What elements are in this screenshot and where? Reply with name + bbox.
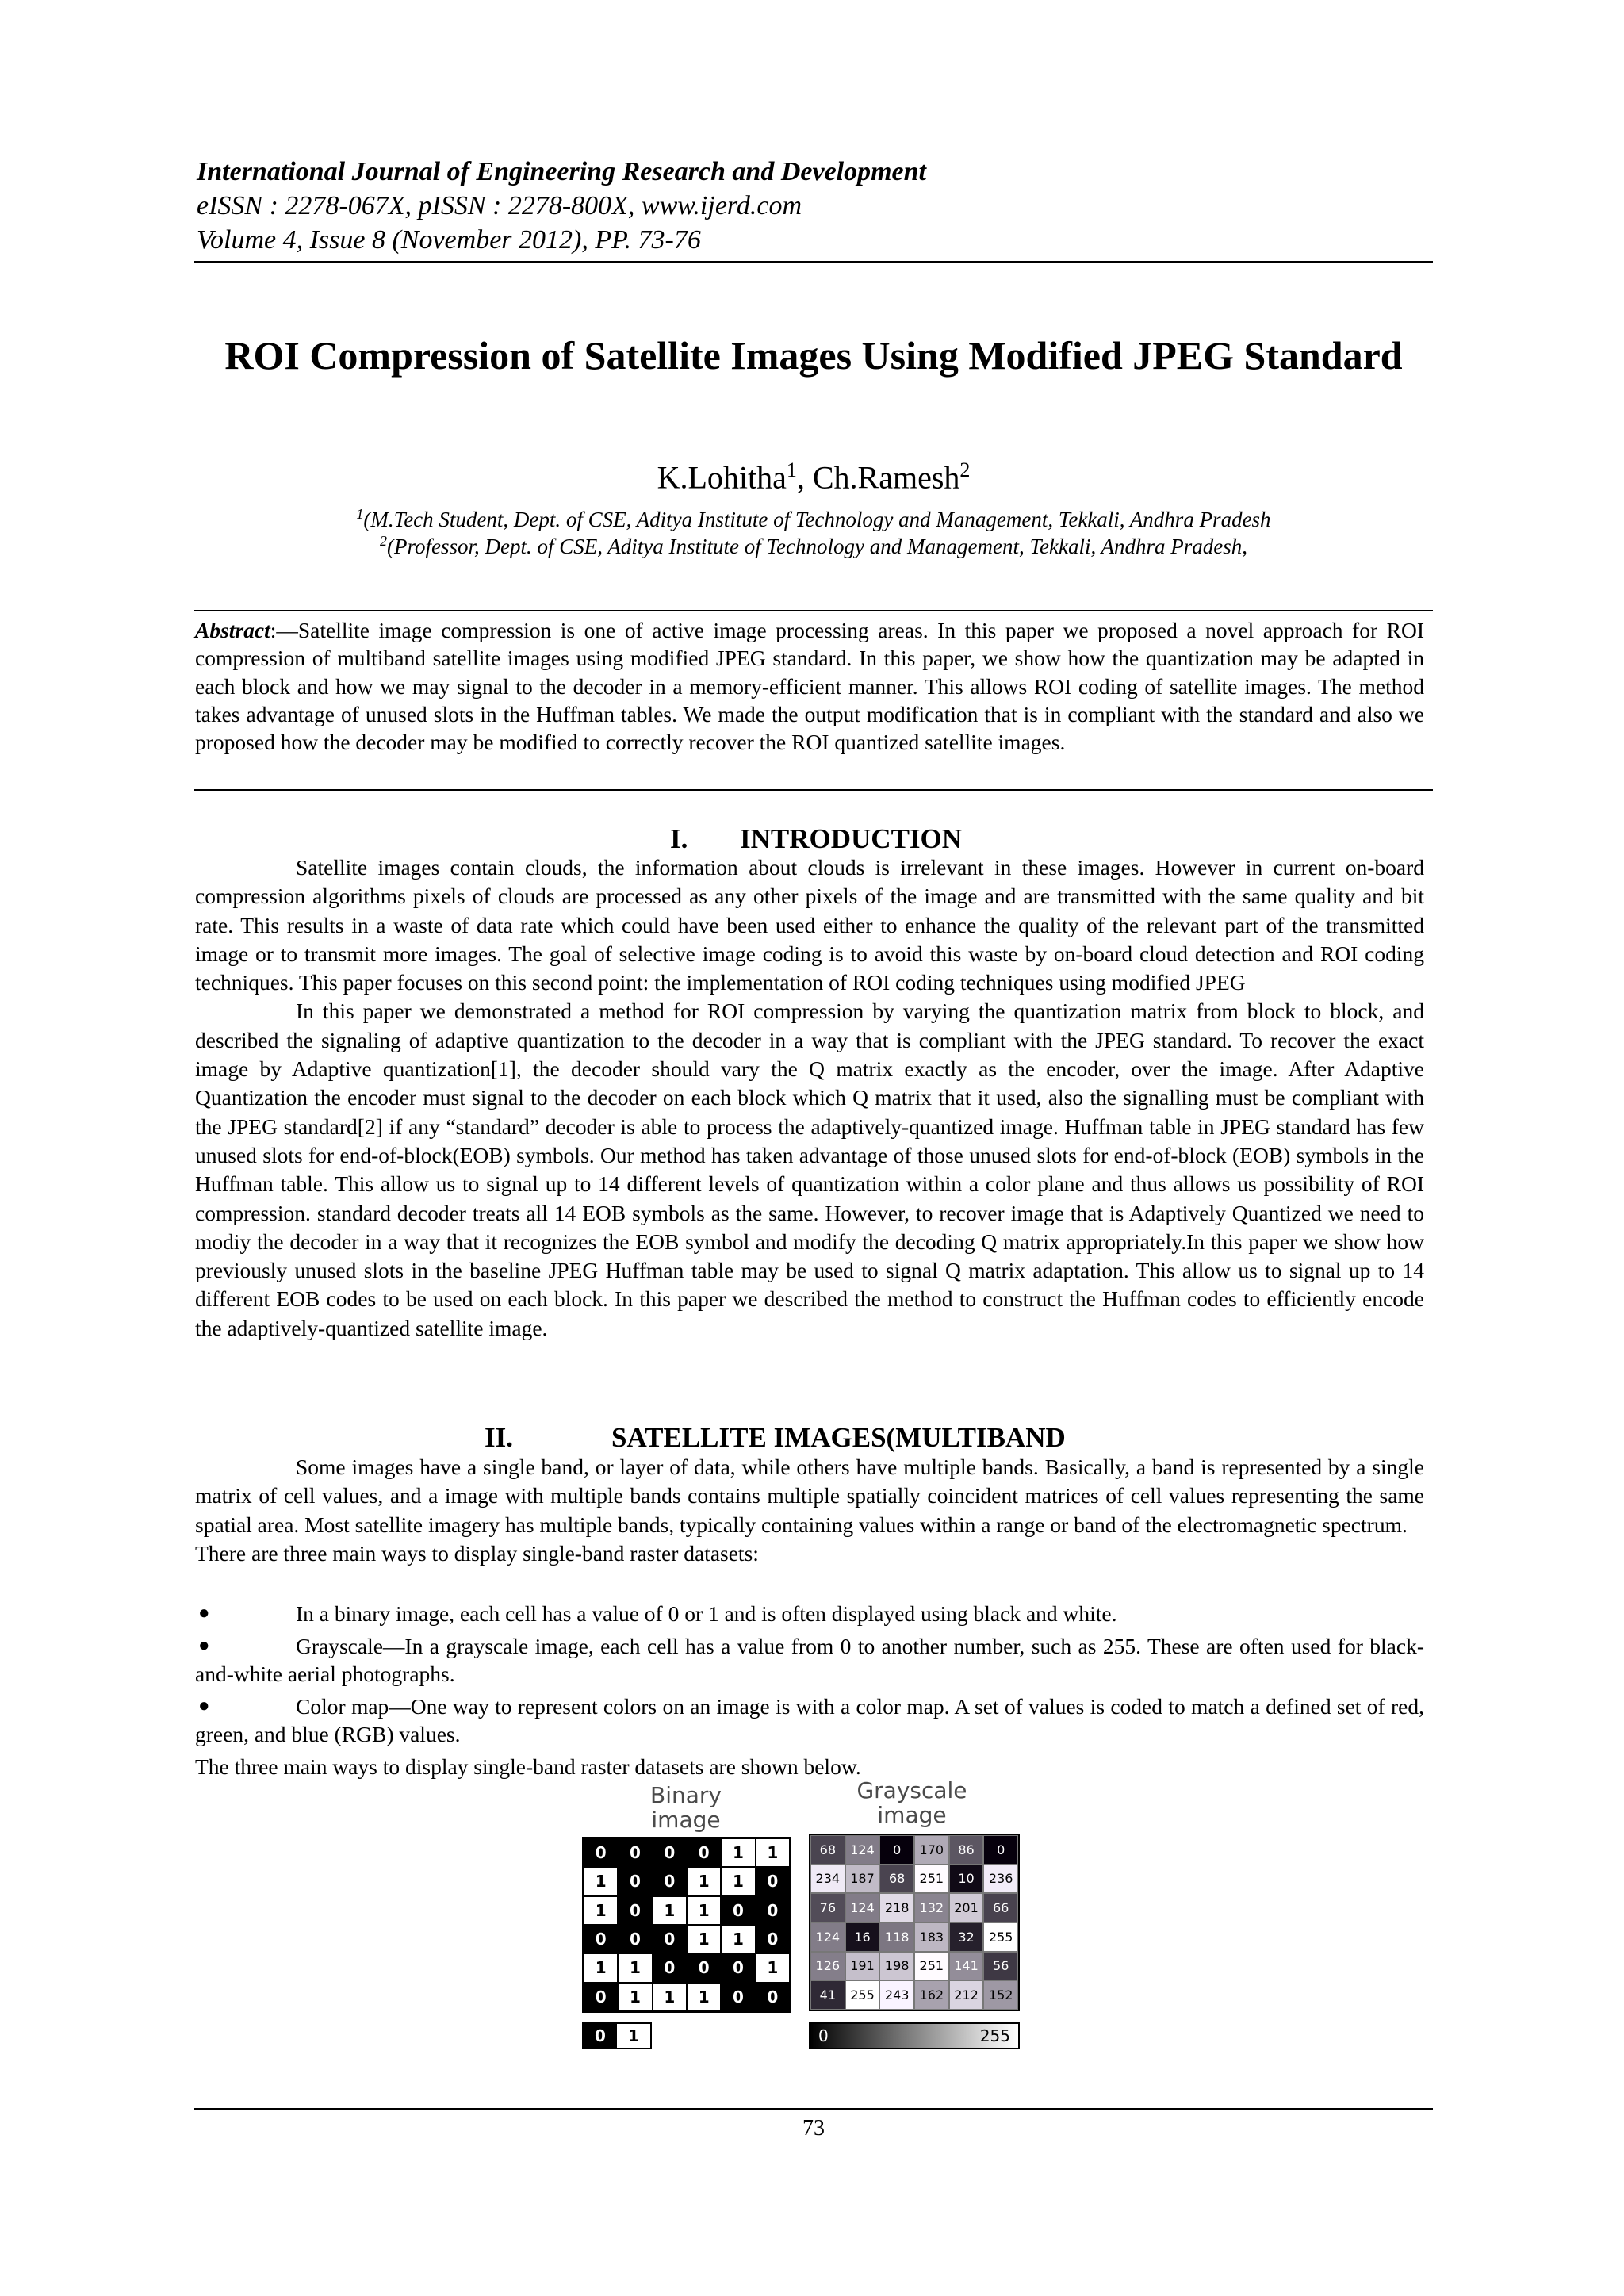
binary-cell: 0 xyxy=(756,1925,790,1953)
binary-cell: 0 xyxy=(618,1867,652,1895)
paragraph: In this paper we demonstrated a method for ROI compression by varying the quantization matrix from block to block, and described the signaling of adaptive quantization to the decoder in a way that is compliant with the JPEG standard. To recover the exact image by Adaptive quantization[1], the decoder should vary the Q matrix exactly as the encoder, over the image. After Adaptive Quantization the encoder must signal to the decoder on each block which Q matrix that it used, also the signalling must be compliant with the JPEG standard[2] if any “standard” decoder is able to process the adaptively-quantized image. Huffman table in JPEG standard has few unused slots for end-of-block(EOB) symbols. Our method has taken advantage of those unused slots for end-of-block (EOB) symbols in the Huffman table. This allow us to signal up to 14 different levels of quantization within a color plane and thus allows us possibility of ROI compression. standard decoder treats all 14 EOB symbols as the same. However, to recover image that is Adaptively Quantized we need to modiy the decoder in a way that it recognizes the EOB symbol and modify the decoding Q matrix appropriately.In this paper we show how previously unused slots in the baseline JPEG Huffman table may be used to signal Q matrix adaptation. This allow us to signal up to 14 different EOB codes to be used on each block. In this paper we described the method to construct the Huffman codes to efficiently encode the adaptively-quantized satellite image. xyxy=(195,999,1424,1340)
binary-cell: 0 xyxy=(756,1867,790,1895)
binary-caption-line-1: Binary xyxy=(650,1782,722,1808)
paragraph: Some images have a single band, or layer of data, while others have multiple bands. Basically, a band is represented by a single matrix of cell values, and a image with multiple bands contains multiple spatially coincident matrices of cell values representing the same spatial area. Most satellite imagery has multiple bands, typically containing values within a range or band of the electromagnetic spectrum. xyxy=(195,1455,1424,1537)
section-2-number: II. xyxy=(485,1422,513,1453)
binary-cell: 0 xyxy=(653,1925,687,1953)
affiliation-2-sup: 2 xyxy=(380,533,388,549)
abstract-text: :—Satellite image compression is one of active image processing areas. In this paper we proposed a novel approach for ROI compression of multiband satellite images using modified JPEG standard. In this paper, we show how the quantization may be adapted in each block and how we may signal to the decoder in a memory-efficient manner. This allows ROI coding of satellite images. The method takes advantage of unused slots in the Huffman tables. We made the output modification that is in compliant with the standard and also we proposed how the decoder may be modified to correctly recover the ROI quantized satellite images. xyxy=(195,618,1424,755)
binary-cell: 0 xyxy=(721,1983,755,2011)
binary-cell: 0 xyxy=(687,1953,721,1982)
section-2-body xyxy=(195,1453,1424,1568)
grayscale-cell: 76 xyxy=(810,1893,845,1922)
binary-cell: 0 xyxy=(584,1838,618,1867)
page-number: 73 xyxy=(802,2116,825,2141)
binary-cell: 0 xyxy=(653,1867,687,1895)
binary-cell: 1 xyxy=(721,1925,755,1953)
bullet-icon: ● xyxy=(198,1603,210,1623)
binary-cell: 0 xyxy=(618,1925,652,1953)
binary-image-grid xyxy=(582,1837,791,2013)
bullet-icon: ● xyxy=(198,1695,210,1716)
binary-caption-line-2: image xyxy=(651,1807,721,1833)
binary-cell: 0 xyxy=(653,1953,687,1982)
binary-cell: 0 xyxy=(756,1983,790,2011)
grayscale-caption-line-2: image xyxy=(877,1802,947,1828)
binary-cell: 1 xyxy=(653,1896,687,1925)
binary-legend xyxy=(582,2022,652,2049)
grayscale-cell: 124 xyxy=(845,1893,880,1922)
binary-cell: 0 xyxy=(756,1896,790,1925)
binary-cell: 1 xyxy=(584,1896,618,1925)
author-1: K.Lohitha xyxy=(657,459,787,496)
grayscale-cell: 218 xyxy=(879,1893,914,1922)
list-item xyxy=(195,1692,1424,1749)
footer-rule xyxy=(194,2108,1433,2110)
grayscale-cell: 183 xyxy=(914,1922,949,1952)
binary-cell: 0 xyxy=(584,1925,618,1953)
section-1-number: I. xyxy=(670,823,688,854)
binary-cell: 0 xyxy=(618,1838,652,1867)
grayscale-bar xyxy=(809,2022,1020,2049)
journal-header xyxy=(197,155,1434,257)
grayscale-cell: 198 xyxy=(879,1952,914,1981)
binary-cell: 0 xyxy=(721,1953,755,1982)
binary-cell: 0 xyxy=(584,1983,618,2011)
grayscale-caption-line-1: Grayscale xyxy=(856,1777,967,1803)
lead-in: There are three main ways to display single-band raster datasets: xyxy=(195,1540,759,1566)
grayscale-image-grid xyxy=(809,1834,1020,2011)
binary-cell: 1 xyxy=(756,1953,790,1982)
grayscale-cell: 68 xyxy=(879,1865,914,1894)
grayscale-cell: 191 xyxy=(845,1952,880,1981)
legend-one: 1 xyxy=(617,2024,650,2048)
grayscale-cell: 243 xyxy=(879,1980,914,2010)
grayscale-cell: 162 xyxy=(914,1980,949,2010)
binary-cell: 1 xyxy=(618,1953,652,1982)
journal-name: International Journal of Engineering Research and Development xyxy=(197,157,926,186)
grayscale-cell: 10 xyxy=(949,1865,984,1894)
graybar-min: 0 xyxy=(818,2026,829,2045)
binary-cell: 1 xyxy=(687,1925,721,1953)
author-line xyxy=(194,450,1433,497)
grayscale-cell: 126 xyxy=(810,1952,845,1981)
grayscale-cell: 16 xyxy=(845,1922,880,1952)
grayscale-caption xyxy=(825,1778,999,1827)
section-2-title: SATELLITE IMAGES(MULTIBAND xyxy=(611,1422,1066,1453)
binary-cell: 1 xyxy=(721,1867,755,1895)
affiliation-1-text: (M.Tech Student, Dept. of CSE, Aditya Institute of Technology and Management, Tekkali, Andhra Pradesh xyxy=(363,508,1271,531)
binary-cell: 1 xyxy=(721,1838,755,1867)
grayscale-cell: 251 xyxy=(914,1952,949,1981)
grayscale-cell: 236 xyxy=(983,1865,1018,1894)
grayscale-cell: 132 xyxy=(914,1893,949,1922)
binary-cell: 0 xyxy=(721,1896,755,1925)
volume-line: Volume 4, Issue 8 (November 2012), PP. 73-76 xyxy=(197,225,701,255)
abstract-label: Abstract xyxy=(195,618,270,642)
bullet-list xyxy=(195,1600,1424,1780)
grayscale-cell: 255 xyxy=(983,1922,1018,1952)
binary-cell: 1 xyxy=(687,1896,721,1925)
grayscale-cell: 86 xyxy=(949,1835,984,1865)
grayscale-cell: 0 xyxy=(879,1835,914,1865)
binary-cell: 1 xyxy=(584,1953,618,1982)
legend-zero: 0 xyxy=(584,2024,617,2048)
grayscale-cell: 187 xyxy=(845,1865,880,1894)
issn-line: eISSN : 2278-067X, pISSN : 2278-800X, www.ijerd.com xyxy=(197,191,802,220)
grayscale-cell: 124 xyxy=(810,1922,845,1952)
binary-caption xyxy=(615,1783,757,1832)
grayscale-cell: 141 xyxy=(949,1952,984,1981)
paper-title: ROI Compression of Satellite Images Using Modified JPEG Standard xyxy=(224,333,1403,378)
grayscale-cell: 212 xyxy=(949,1980,984,2010)
binary-cell: 1 xyxy=(687,1983,721,2011)
binary-cell: 0 xyxy=(653,1838,687,1867)
bullet-icon: ● xyxy=(198,1635,210,1656)
affiliation-1-sup: 1 xyxy=(356,506,364,522)
author-separator: , xyxy=(796,459,813,496)
grayscale-cell: 41 xyxy=(810,1980,845,2010)
closing-line: The three main ways to display single-band raster datasets are shown below. xyxy=(195,1754,861,1779)
grayscale-cell: 32 xyxy=(949,1922,984,1952)
section-1-title: INTRODUCTION xyxy=(740,823,963,854)
grayscale-cell: 66 xyxy=(983,1893,1018,1922)
grayscale-cell: 68 xyxy=(810,1835,845,1865)
abstract xyxy=(195,616,1424,756)
grayscale-cell: 152 xyxy=(983,1980,1018,2010)
abstract-rule-top xyxy=(194,610,1433,611)
binary-cell: 1 xyxy=(756,1838,790,1867)
grayscale-cell: 0 xyxy=(983,1835,1018,1865)
list-item-text: In a binary image, each cell has a value of 0 or 1 and is often displayed using black and white. xyxy=(296,1601,1117,1626)
graybar-max: 255 xyxy=(979,2026,1010,2045)
abstract-rule-bottom xyxy=(194,789,1433,791)
grayscale-cell: 124 xyxy=(845,1835,880,1865)
list-item-text: Grayscale—In a grayscale image, each cell has a value from 0 to another number, such as 255. These are often used for black-and-white aerial photographs. xyxy=(195,1633,1424,1686)
binary-cell: 1 xyxy=(687,1867,721,1895)
binary-cell: 1 xyxy=(653,1983,687,2011)
header-rule xyxy=(194,261,1433,263)
binary-cell: 1 xyxy=(618,1983,652,2011)
grayscale-cell: 201 xyxy=(949,1893,984,1922)
list-item xyxy=(195,1632,1424,1688)
section-1-body xyxy=(195,853,1424,1343)
grayscale-cell: 234 xyxy=(810,1865,845,1894)
grayscale-cell: 170 xyxy=(914,1835,949,1865)
grayscale-cell: 251 xyxy=(914,1865,949,1894)
binary-cell: 0 xyxy=(687,1838,721,1867)
list-item xyxy=(195,1600,1424,1628)
affiliation-2 xyxy=(194,528,1433,560)
affiliation-2-text: (Professor, Dept. of CSE, Aditya Institute of Technology and Management, Tekkali, Andhra Pradesh, xyxy=(387,535,1247,558)
author-2: Ch.Ramesh xyxy=(812,459,960,496)
author-2-sup: 2 xyxy=(959,458,971,481)
binary-cell: 1 xyxy=(584,1867,618,1895)
binary-cell: 0 xyxy=(618,1896,652,1925)
author-1-sup: 1 xyxy=(786,458,797,481)
list-item-text: Color map—One way to represent colors on an image is with a color map. A set of values is coded to match a defined set of red, green, and blue (RGB) values. xyxy=(195,1693,1424,1746)
grayscale-cell: 118 xyxy=(879,1922,914,1952)
paragraph: Satellite images contain clouds, the information about clouds is irrelevant in these images. However in current on-board compression algorithms pixels of clouds are processed as any other pixels of the image and are transmitted with the same quality and bit rate. This results in a waste of data rate which could have been used either to enhance the quality of the relevant part of the transmitted image or to transmit more images. The goal of selective image coding is to avoid this waste by on-board cloud detection and ROI coding techniques. This paper focuses on this second point: the implementation of ROI coding techniques using modified JPEG xyxy=(195,855,1424,995)
grayscale-cell: 56 xyxy=(983,1952,1018,1981)
grayscale-cell: 255 xyxy=(845,1980,880,2010)
